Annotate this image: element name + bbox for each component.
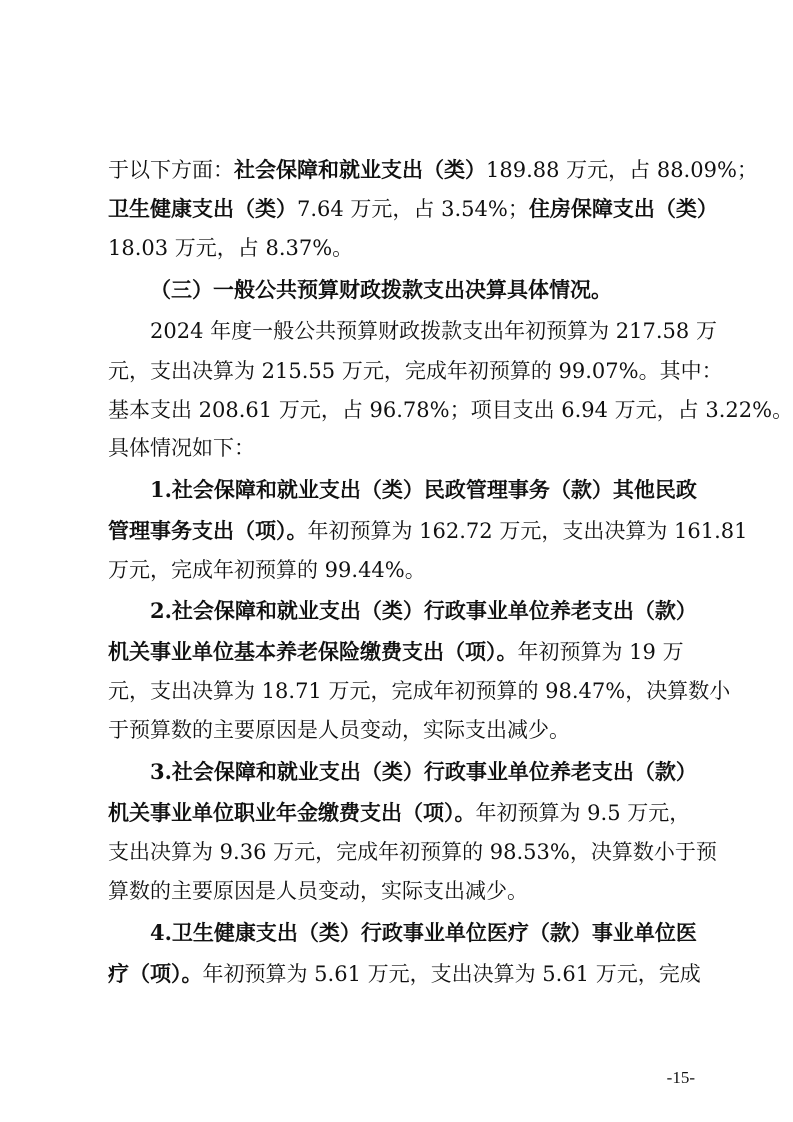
text-line: 元，支出决算为 215.55 万元，完成年初预算的 99.07%。其中： <box>108 359 723 383</box>
item-heading-2: 2.社会保障和就业支出（类）行政事业单位养老支出（款） <box>150 598 697 623</box>
section-heading: （三）一般公共预算财政拨款支出决算具体情况。 <box>150 277 612 302</box>
text-line: 支出决算为 9.36 万元，完成年初预算的 98.53%，决算数小于预 <box>108 840 717 864</box>
text-line: 管理事务支出（项）。年初预算为 162.72 万元，支出决算为 161.81 <box>108 518 748 543</box>
text-line: 于以下方面：社会保障和就业支出（类）189.88 万元，占 88.09%； <box>108 157 758 182</box>
item-heading-4: 4.卫生健康支出（类）行政事业单位医疗（款）事业单位医 <box>150 920 697 945</box>
text-line: 机关事业单位职业年金缴费支出（项）。年初预算为 9.5 万元， <box>108 800 691 825</box>
text-line: 卫生健康支出（类）7.64 万元，占 3.54%；住房保障支出（类） <box>108 196 718 221</box>
text-line: 算数的主要原因是人员变动，实际支出减少。 <box>108 879 528 903</box>
text-line: 于预算数的主要原因是人员变动，实际支出减少。 <box>108 718 570 742</box>
page-number: -15- <box>666 1068 695 1087</box>
text-line: 疗（项）。年初预算为 5.61 万元，支出决算为 5.61 万元，完成 <box>108 961 701 986</box>
item-heading-3: 3.社会保障和就业支出（类）行政事业单位养老支出（款） <box>150 759 697 784</box>
text-line: 2024 年度一般公共预算财政拨款支出年初预算为 217.58 万 <box>150 319 717 343</box>
text-line: 18.03 万元，占 8.37%。 <box>108 236 354 260</box>
text-line: 基本支出 208.61 万元，占 96.78%；项目支出 6.94 万元，占 3.22%。 <box>108 398 793 422</box>
text-line: 万元，完成年初预算的 99.44%。 <box>108 558 426 582</box>
text-line: 机关事业单位基本养老保险缴费支出（项）。年初预算为 19 万 <box>108 639 684 664</box>
text-line: 元，支出决算为 18.71 万元，完成年初预算的 98.47%，决算数小 <box>108 679 731 703</box>
item-heading-1: 1.社会保障和就业支出（类）民政管理事务（款）其他民政 <box>150 477 697 502</box>
text-line: 具体情况如下： <box>108 436 255 460</box>
